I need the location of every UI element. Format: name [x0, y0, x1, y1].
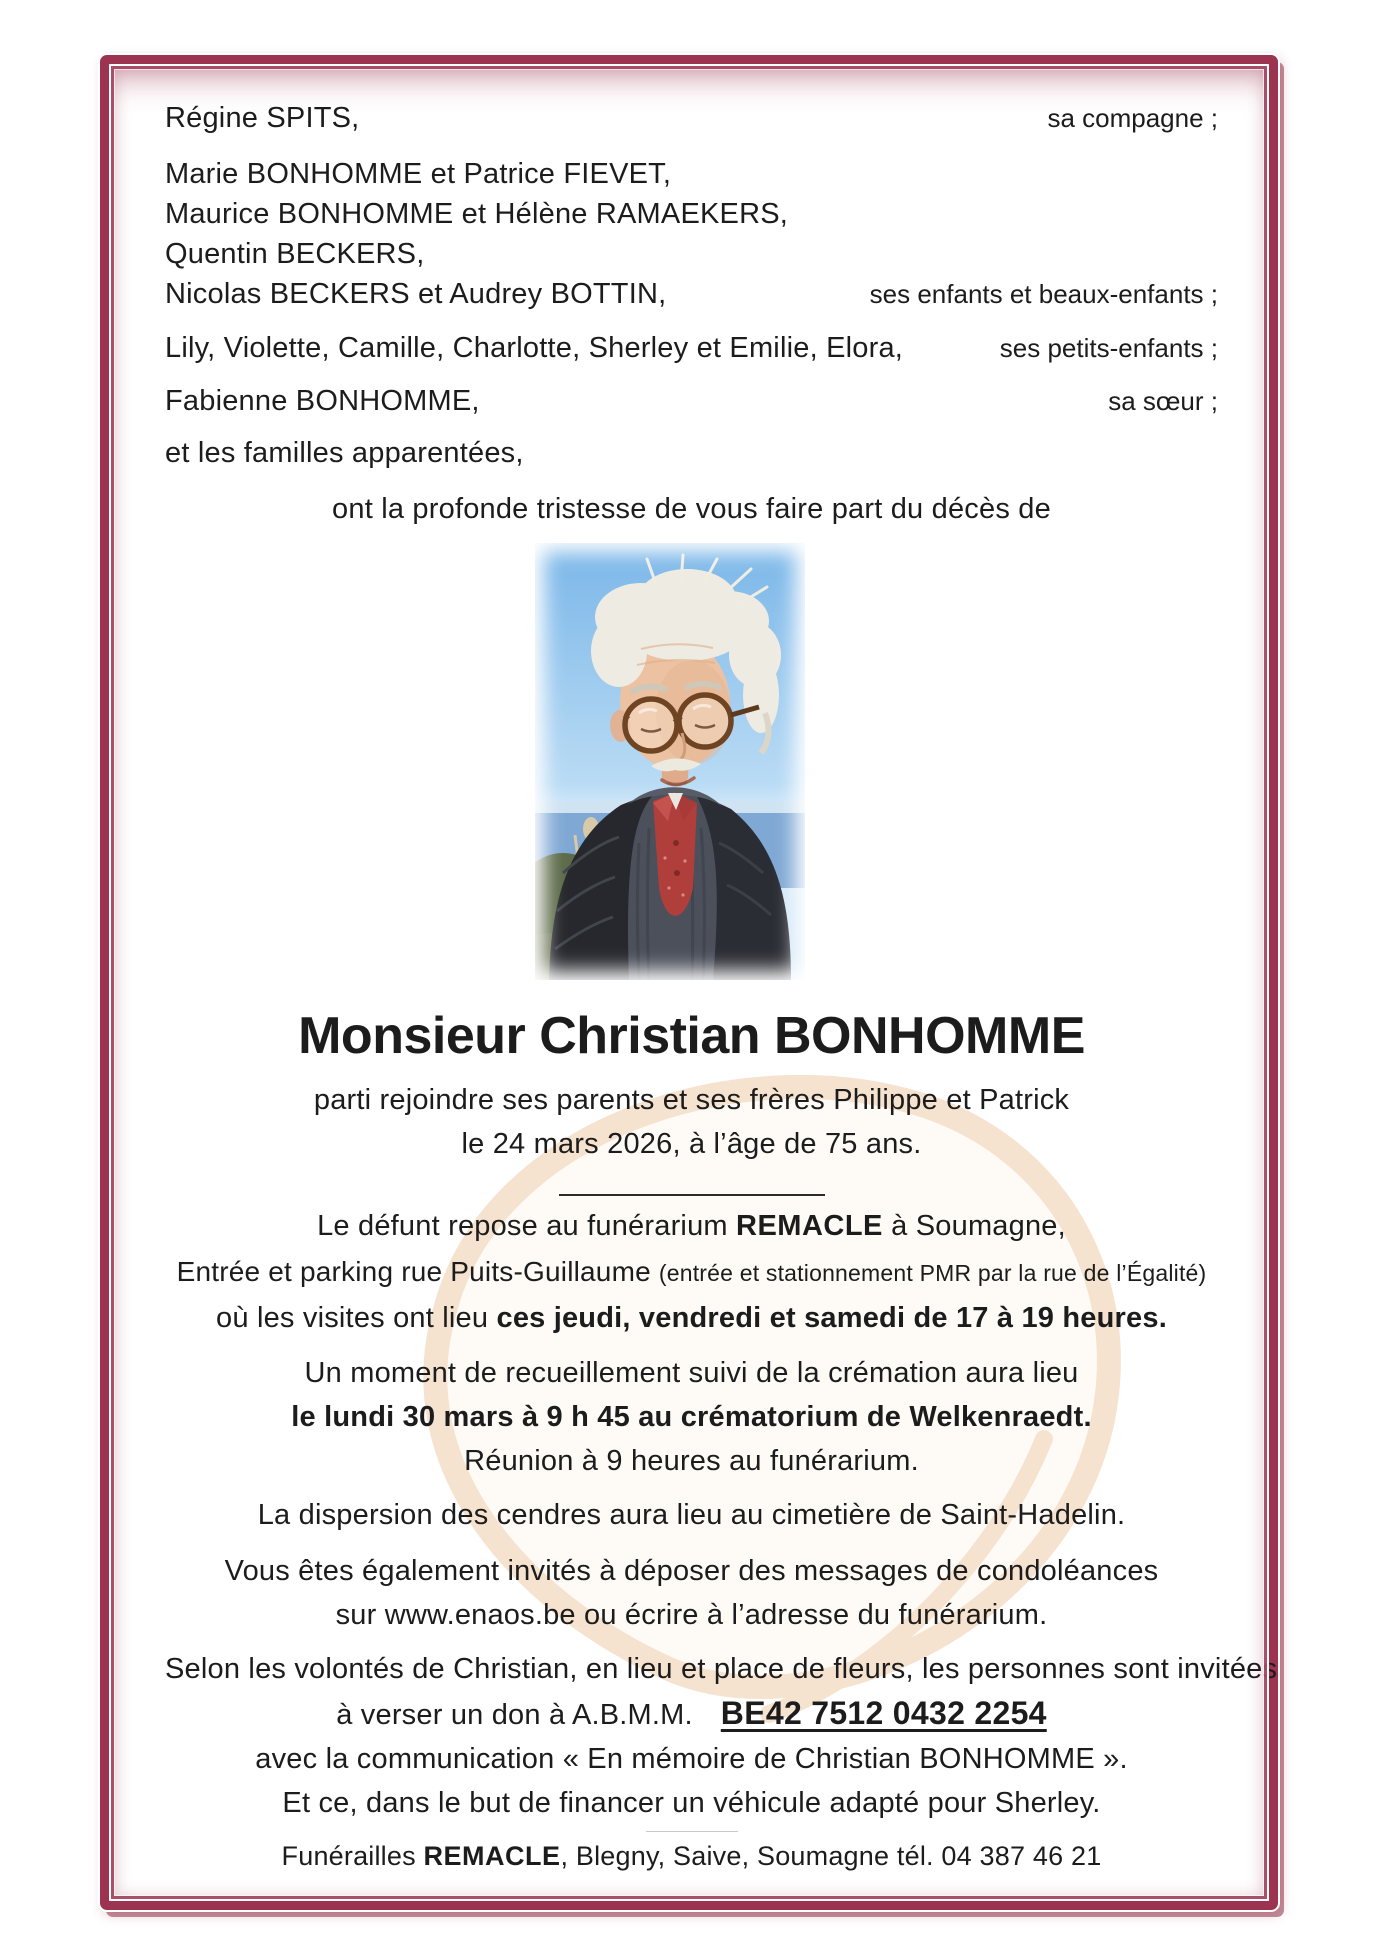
deceased-name-title: Monsieur Christian BONHOMME [298, 1007, 1085, 1065]
cremation-line: Un moment de recueillement suivi de la crémation aura lieu [304, 1357, 1079, 1389]
footer-text: , Blegny, Saive, Soumagne tél. 04 387 46 21 [560, 1841, 1102, 1871]
ashes-line: La dispersion des cendres aura lieu au cimetière de Saint-Hadelin. [257, 1499, 1126, 1531]
footer-brand: REMACLE [423, 1841, 561, 1871]
family-row [165, 328, 1218, 368]
condolences-line: Vous êtes également invités à déposer des messages de condoléances [224, 1555, 1159, 1587]
access-note: (entrée et stationnement PMR par la rue de l’Égalité) [658, 1260, 1207, 1286]
family-name: Marie BONHOMME et Patrice FIEVET, [165, 158, 672, 190]
donation-text: à verser un don à A.B.M.M. [336, 1699, 693, 1731]
access-line [165, 1249, 1218, 1296]
repose-section [165, 1204, 1218, 1341]
family-row [165, 381, 1218, 421]
family-name: Lily, Violette, Camille, Charlotte, Sherley et Emilie, Elora, [165, 332, 904, 364]
visits-text: où les visites ont lieu [216, 1302, 497, 1334]
iban-number: BE42 7512 0432 2254 [720, 1695, 1047, 1731]
donation-iban-line [165, 1691, 1218, 1737]
donation-line: Selon les volontés de Christian, en lieu et place de fleurs, les personnes sont invitées [165, 1653, 1278, 1685]
donation-purpose-line: Et ce, dans le but de financer un véhicule adapté pour Sherley. [282, 1787, 1101, 1819]
family-name: Quentin BECKERS, [165, 238, 425, 270]
repose-text: à Soumagne, [882, 1210, 1066, 1242]
funeral-home-name: REMACLE [736, 1210, 883, 1242]
portrait-photo [535, 543, 805, 980]
family-name: Maurice BONHOMME et Hélène RAMAEKERS, [165, 198, 789, 230]
access-text: Entrée et parking rue Puits-Guillaume [176, 1256, 659, 1287]
cremation-date-line: le lundi 30 mars à 9 h 45 au crématorium de Welkenraedt. [291, 1401, 1092, 1433]
announcement-sheet [100, 55, 1278, 1910]
cremation-meeting-line: Réunion à 9 heures au funérarium. [464, 1445, 919, 1477]
family-names [165, 154, 788, 314]
announcement-intro: ont la profonde tristesse de vous faire part du décès de [332, 493, 1051, 525]
condolences-website-line: sur www.enaos.be ou écrire à l’adresse du funérarium. [335, 1599, 1048, 1631]
relation-label: ses petits-enfants ; [999, 333, 1218, 363]
relation-label: sa sœur ; [1108, 386, 1218, 416]
repose-line [165, 1204, 1218, 1249]
repose-text: Le défunt repose au funérarium [317, 1210, 737, 1242]
cremation-section [165, 1351, 1218, 1483]
death-date-line: le 24 mars 2026, à l’âge de 75 ans. [461, 1128, 922, 1160]
family-row [165, 433, 1218, 473]
footer-rule [646, 1831, 738, 1832]
visits-schedule: ces jeudi, vendredi et samedi de 17 à 19 heures. [496, 1302, 1167, 1334]
tribute-line: parti rejoindre ses parents et ses frères Philippe et Patrick [313, 1084, 1070, 1116]
donation-section [165, 1647, 1278, 1825]
family-row [165, 98, 1218, 138]
relation-label: sa compagne ; [1047, 103, 1218, 133]
family-row [165, 154, 1218, 314]
footer-line [165, 1834, 1218, 1878]
relation-label: ses enfants et beaux-enfants ; [869, 279, 1218, 309]
condolences-section [165, 1549, 1218, 1637]
family-name: et les familles apparentées, [165, 437, 524, 469]
separator-rule [559, 1194, 825, 1196]
visits-line [165, 1296, 1218, 1341]
family-name: Fabienne BONHOMME, [165, 385, 480, 417]
announcement-content [109, 64, 1278, 1901]
family-name: Régine SPITS, [165, 102, 360, 134]
donation-communication-line: avec la communication « En mémoire de Christian BONHOMME ». [255, 1743, 1128, 1775]
footer-text: Funérailles [281, 1841, 424, 1871]
family-name: Nicolas BECKERS et Audrey BOTTIN, [165, 278, 667, 310]
